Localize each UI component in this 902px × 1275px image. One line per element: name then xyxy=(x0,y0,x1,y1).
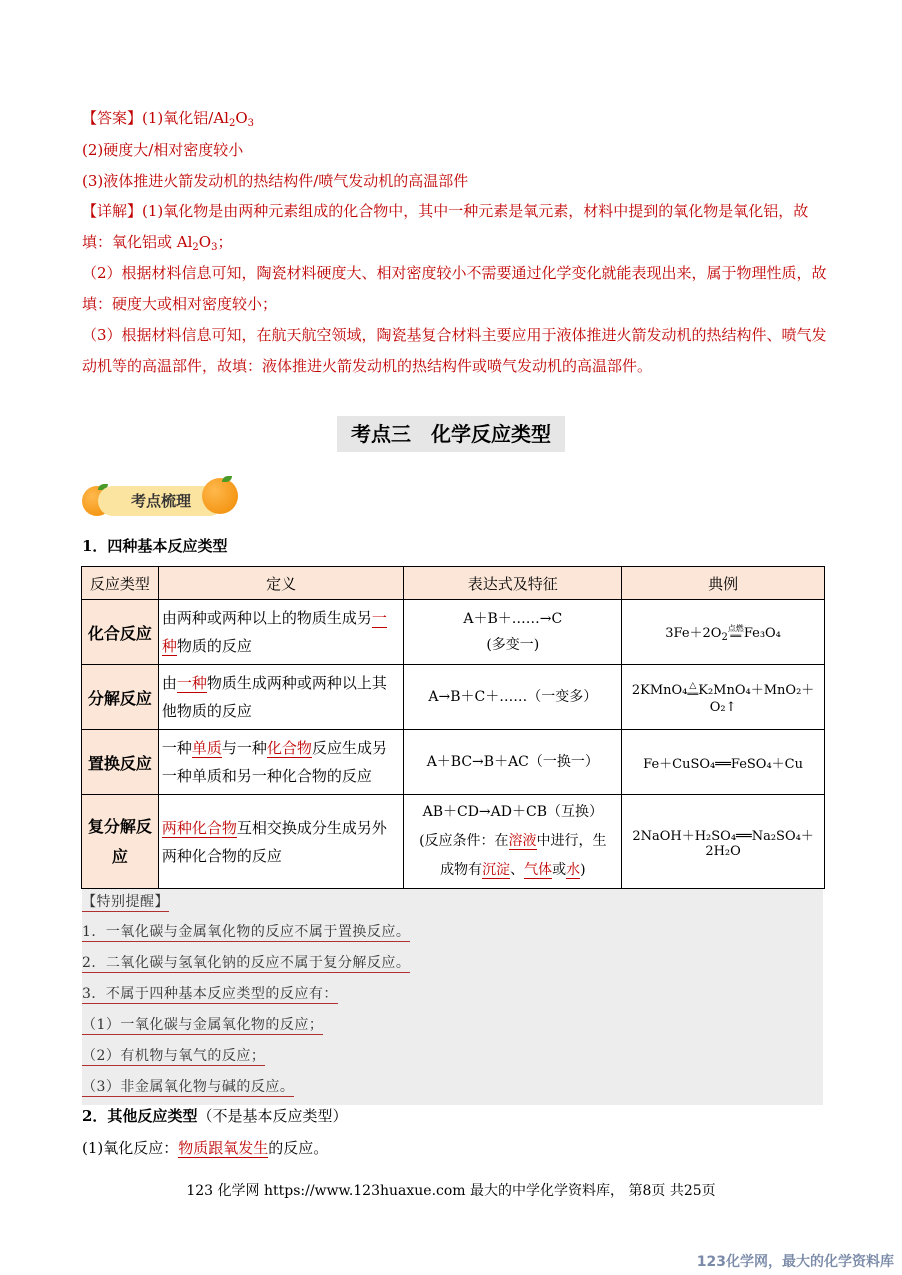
example-cell: 2NaOH＋H₂SO₄══Na₂SO₄＋2H₂O xyxy=(622,795,825,889)
expression-cell: AB＋CD→AD＋CB（互换） (反应条件：在溶液中进行，生 成物有沉淀、气体或水) xyxy=(404,795,622,889)
special-tips-box xyxy=(82,889,823,1105)
detail-label: 【详解】 xyxy=(82,202,143,220)
type-cell: 分解反应 xyxy=(82,665,159,730)
definition-cell: 两种化合物互相交换成分生成另外两种化合物的反应 xyxy=(158,795,404,889)
definition-cell: 由一种物质生成两种或两种以上其他物质的反应 xyxy=(158,665,404,730)
answer-line-2: (2)硬度大/相对密度较小 xyxy=(82,141,244,159)
type-cell: 化合反应 xyxy=(82,600,159,665)
detail-paragraph-3: （3）根据材料信息可知，在航天航空领域，陶瓷基复合材料主要应用于液体推进火箭发动机的热结构件、喷气发动机等的高温部件，故填：液体推进火箭发动机的热结构件或喷气发动机的高温部件。 xyxy=(82,326,827,375)
detail-paragraph-1: 【详解】(1)氧化物是由两种元素组成的化合物中，其中一种元素是氧元素，材料中提到的氧化物是氧化铝，故填：氧化铝或 $Al_2O_3$； xyxy=(82,202,809,253)
header-expression: 表达式及特征 xyxy=(404,567,622,600)
badge-label: 考点梳理 xyxy=(98,486,224,516)
expression-cell: A＋B＋……→C (多变一) xyxy=(404,600,622,665)
type-cell: 复分解反应 xyxy=(82,795,159,889)
table-header-row xyxy=(82,567,825,600)
table-row xyxy=(82,795,825,889)
answer-line-1: 【答案】(1)氧化铝$/Al_2O_3$ xyxy=(82,109,255,129)
reaction-types-table xyxy=(81,566,825,889)
orange-icon xyxy=(202,478,238,514)
page-footer: 123 化学网 https://www.123huaxue.com 最大的中学化学资料库， 第8页 共25页 xyxy=(186,1183,716,1199)
tip-item: 3．不属于四种基本反应类型的反应有： xyxy=(82,986,338,1002)
example-cell: Fe＋CuSO₄══FeSO₄＋Cu xyxy=(622,730,825,795)
oxidation-line: (1)氧化反应：物质跟氧发生的反应。 xyxy=(82,1139,329,1157)
tip-item: （3）非金属氧化物与碱的反应。 xyxy=(82,1079,295,1095)
detail-paragraph-2: （2）根据材料信息可知，陶瓷材料硬度大、相对密度较小不需要通过化学变化就能表现出来，属于物理性质，故填：硬度大或相对密度较小； xyxy=(82,264,827,313)
expression-cell: A＋BC→B＋AC（一换一） xyxy=(404,730,622,795)
topic-badge xyxy=(82,476,240,524)
definition-cell: 由两种或两种以上的物质生成另一种物质的反应 xyxy=(158,600,404,665)
tip-item: （2）有机物与氧气的反应； xyxy=(82,1048,266,1064)
tip-item: （1）一氧化碳与金属氧化物的反应； xyxy=(82,1017,324,1033)
header-example: 典例 xyxy=(622,567,825,600)
tip-item: 2．二氧化碳与氢氧化钠的反应不属于复分解反应。 xyxy=(82,955,411,971)
definition-cell: 一种单质与一种化合物反应生成另一种单质和另一种化合物的反应 xyxy=(158,730,404,795)
tip-item: 1．一氧化碳与金属氧化物的反应不属于置换反应。 xyxy=(82,924,411,940)
table-row xyxy=(82,730,825,795)
answer-line-3: (3)液体推进火箭发动机的热结构件/喷气发动机的高温部件 xyxy=(82,172,469,190)
expression-cell: A→B＋C＋……（一变多） xyxy=(404,665,622,730)
header-type: 反应类型 xyxy=(82,567,159,600)
tips-title: 【特别提醒】 xyxy=(82,894,169,910)
example-cell: $3Fe+2O_2$ 点燃 ══ Fe₃O₄ xyxy=(622,600,825,665)
example-cell: 2KMnO₄ △ ══ K₂MnO₄＋MnO₂＋O₂↑ xyxy=(622,665,825,730)
answer-label: 【答案】 xyxy=(82,109,143,127)
table-row xyxy=(82,600,825,665)
table-row xyxy=(82,665,825,730)
type-cell: 置换反应 xyxy=(82,730,159,795)
heading-basic-reaction-types: 1．四种基本反应类型 xyxy=(82,537,228,555)
section-title: 考点三 化学反应类型 xyxy=(337,416,565,452)
watermark: 123化学网，最大的化学资料库 xyxy=(696,1254,894,1270)
heading-other-reaction-types: 2．其他反应类型（不是基本反应类型） xyxy=(82,1107,348,1125)
header-definition: 定义 xyxy=(158,567,404,600)
